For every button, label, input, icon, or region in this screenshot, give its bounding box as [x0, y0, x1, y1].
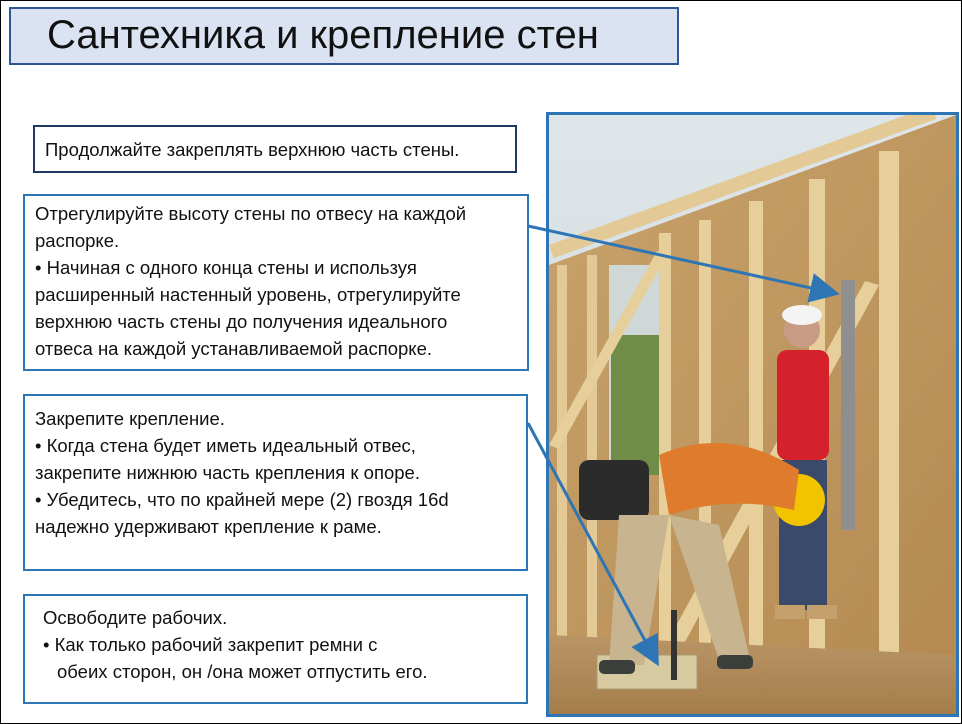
- construction-photo: [546, 112, 959, 717]
- slide-title: Сантехника и крепление стен: [47, 13, 599, 57]
- callout-bullet: • Как только рабочий закрепит ремни с: [43, 634, 378, 655]
- callout-continue-securing: [33, 125, 517, 173]
- callout-bullet-cont: отвеса на каждой устанавливаемой распорке.: [35, 338, 433, 359]
- callout-heading: Закрепите крепление.: [35, 408, 225, 429]
- callout-bullet-cont: закрепите нижнюю часть крепления к опоре.: [35, 462, 420, 483]
- callout-bullet: • Когда стена будет иметь идеальный отвес,: [35, 435, 416, 456]
- callout-bullet-cont: надежно удерживают крепление к раме.: [35, 516, 382, 537]
- callout-bullet-cont: обеих сторон, он /она может отпустить его.: [57, 661, 428, 682]
- callout-heading-cont: распорке.: [35, 230, 120, 251]
- title-banner: [9, 7, 679, 65]
- callout-adjust-plumb: [23, 194, 529, 371]
- callout-bullet: • Убедитесь, что по крайней мере (2) гвоздя 16d: [35, 489, 449, 510]
- callout-text: Продолжайте закреплять верхнюю часть стены.: [45, 139, 460, 160]
- callout-bullet: • Начиная с одного конца стены и используя: [35, 257, 417, 278]
- callout-secure-brace: [23, 394, 528, 571]
- photo-illustration: [549, 115, 956, 714]
- callout-heading: Освободите рабочих.: [43, 607, 228, 628]
- callout-bullet-cont: расширенный настенный уровень, отрегулируйте: [35, 284, 461, 305]
- callout-heading: Отрегулируйте высоту стены по отвесу на каждой: [35, 203, 467, 224]
- callout-bullet-cont: верхнюю часть стены до получения идеального: [35, 311, 448, 332]
- callout-release-workers: [23, 594, 528, 704]
